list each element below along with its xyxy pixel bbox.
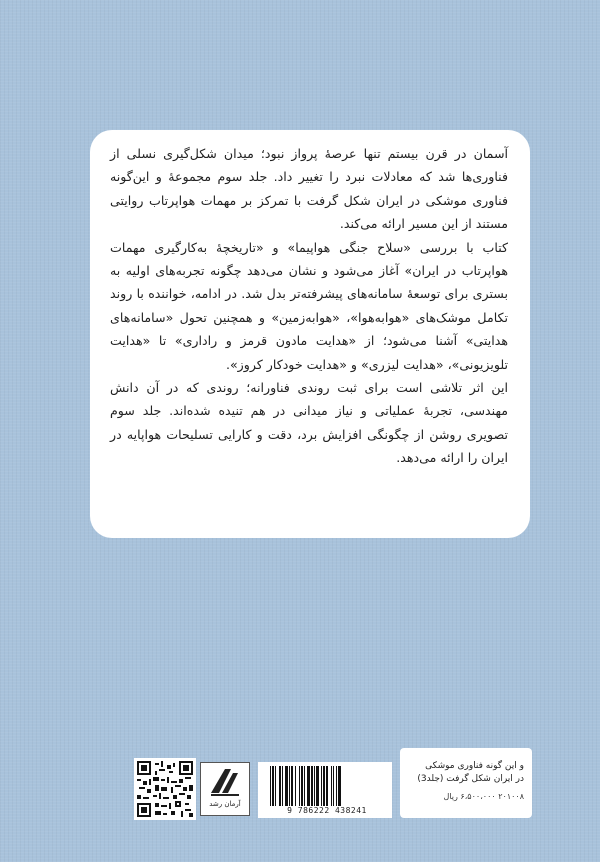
book-title-line-1: و این گونه فناوری موشکی <box>425 761 524 771</box>
price-and-code: ۲۰۱۰۰۸ ۶،۵۰۰،۰۰۰ ریال <box>443 792 524 801</box>
publisher-name: آرمان رشد <box>209 800 241 808</box>
blurb-paragraph-1: آسمان در قرن بیستم تنها عرصهٔ پرواز نبود؛ میدان شکل‌گیری نسلی از فناوری‌ها شد که معادلات نبرد را تغییر داد. جلد سوم مجموعهٔ و این‌گونه فناوری موشکی در ایران شکل گرفت با تمرکز بر مهمات هواپرتاب روایتی مستند از این مسیر ارائه می‌کند. <box>110 146 508 232</box>
book-title-line-2: در ایران شکل گرفت (جلد3) <box>417 774 524 784</box>
barcode-icon <box>268 766 386 806</box>
isbn-number: 9 786222 438241 <box>287 806 367 815</box>
blurb-paragraph-3: این اثر تلاشی است برای ثبت روندی فناورانه؛ روندی که در آن دانش مهندسی، تجربهٔ عملیاتی و نیاز میدانی در هم تنیده شده‌اند. جلد سوم تصویری روشن از چگونگی افزایش برد، دقت و کارایی تسلیحات هواپایه در ایران را ارائه می‌دهد. <box>110 380 508 466</box>
isbn-barcode <box>258 762 392 818</box>
title-label <box>400 748 532 818</box>
publisher-logo-icon <box>205 763 245 799</box>
blurb-card <box>90 130 530 538</box>
qr-code-icon <box>134 758 196 820</box>
blurb-paragraph-2: کتاب با بررسی «سلاح جنگی هواپیما» و «تاریخچهٔ به‌کارگیری مهمات هواپرتاب در ایران» آغاز می‌شود و نشان می‌دهد چگونه تجربه‌های اولیه به بستری برای توسعهٔ سامانه‌های پیشرفته‌تر بدل شد. در ادامه، خواننده با روند تکامل موشک‌های «هوابه‌هوا»، «هوابه‌زمین» و همچنین تحول «سامانه‌های هدایتی» آشنا می‌شود؛ از «هدایت مادون قرمز و راداری» تا «هدایت تلویزیونی»، «هدایت لیزری» و «هدایت خودکار کروز». <box>110 239 508 372</box>
publisher-logo <box>200 762 250 816</box>
